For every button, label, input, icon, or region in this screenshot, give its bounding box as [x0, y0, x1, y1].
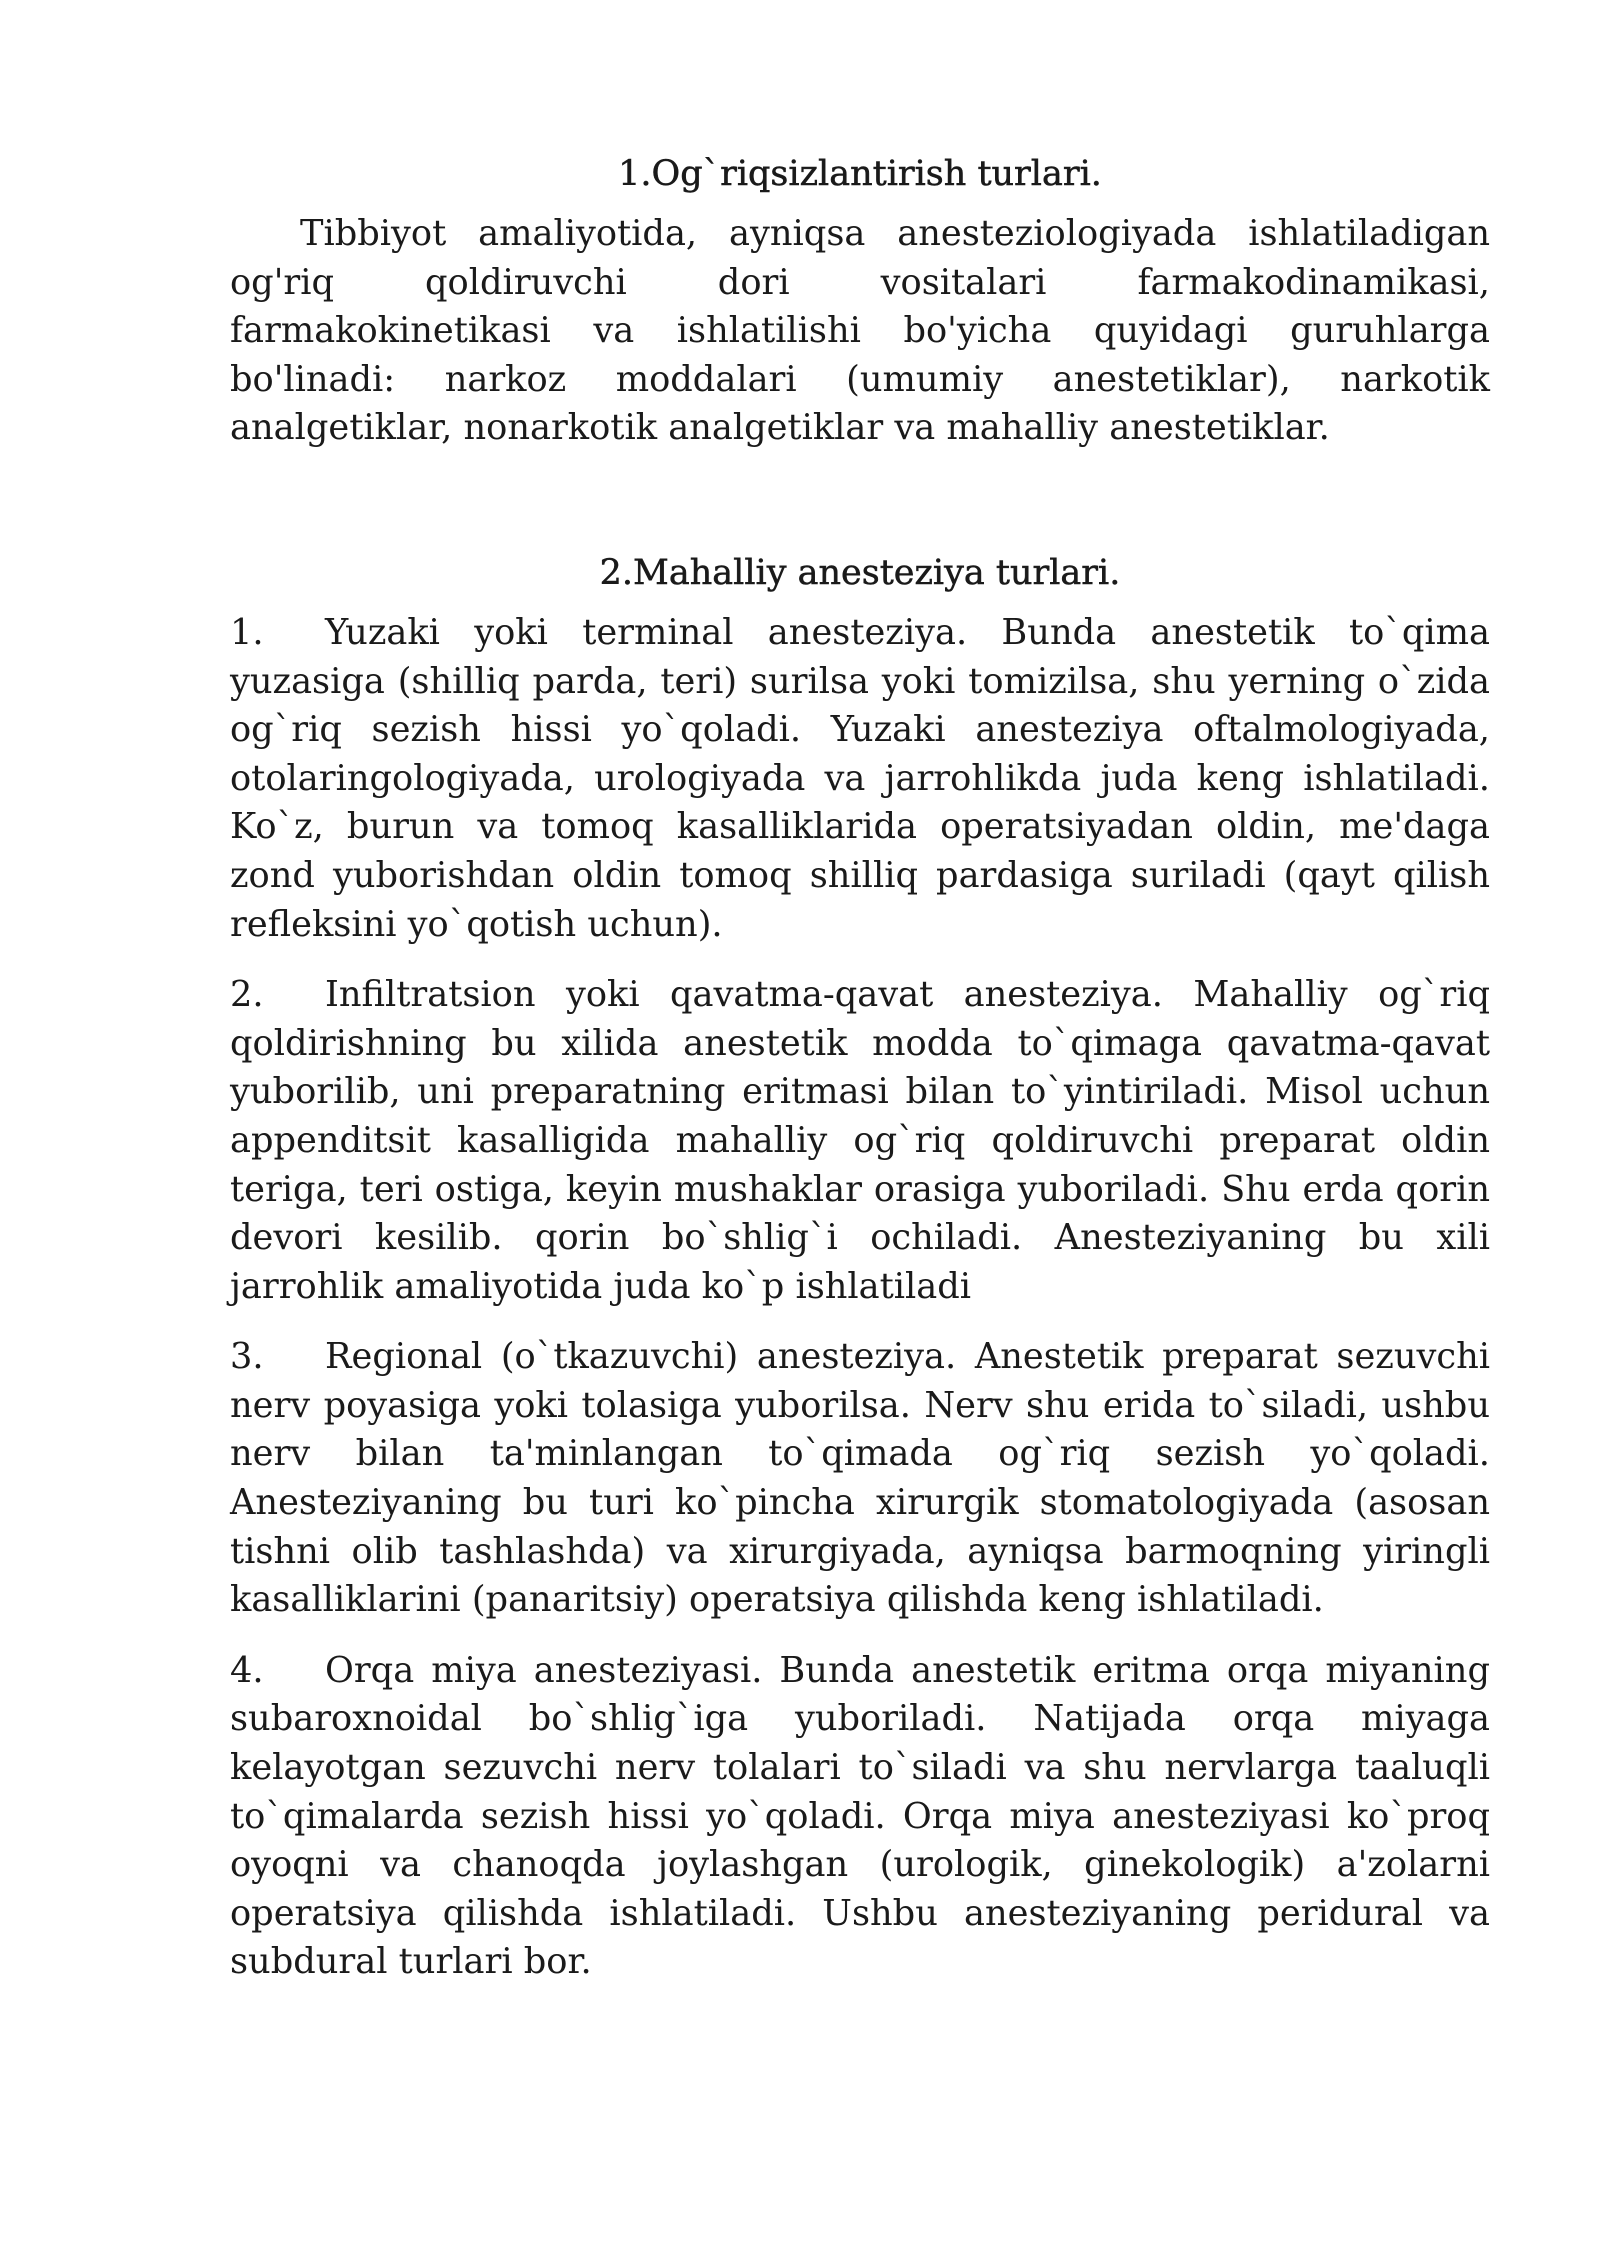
list-item-text: Regional (o`tkazuvchi) anesteziya. Anestetik preparat sezuvchi nerv poyasiga yoki tolasiga yuborilsa. Nerv shu erida to`siladi, ushbu nerv bilan ta'minlangan to`qimada og`riq sezish yo`qoladi. Anesteziyaning bu turi ko`pincha xirurgik stomatologiyada (asosan tishni olib tashlashda) va xirurgiyada, ayniqsa barmoqning yiringli kasalliklarini (panaritsiy) operatsiya qilishda keng ishlatiladi. — [230, 1336, 1490, 1621]
section-1-title: 1.Og`riqsizlantirish turlari. — [618, 154, 1102, 194]
list-item — [230, 971, 1490, 1311]
document-page — [230, 150, 1490, 2009]
list-item — [230, 1333, 1490, 1625]
section-2-title: 2.Mahalliy anesteziya turlari. — [599, 552, 1121, 593]
list-item — [230, 609, 1490, 949]
section-1-paragraph: Tibbiyot amaliyotida, ayniqsa anesteziologiyada ishlatiladigan og'riq qoldiruvchi dori vositalari farmakodinamikasi, farmakokinetikasi va ishlatilishi bo'yicha quyidagi guruhlarga bo'linadi: narkoz moddalari (umumiy anestetiklar), narkotik analgetiklar, nonarkotik analgetiklar va mahalliy anestetiklar. — [230, 213, 1490, 449]
list-item — [230, 1647, 1490, 1987]
list-item-text: Yuzaki yoki terminal anesteziya. Bunda anestetik to`qima yuzasiga (shilliq parda, teri) surilsa yoki tomizilsa, shu yerning o`zida og`riq sezish hissi yo`qoladi. Yuzaki anesteziya oftalmologiyada, otolaringologiyada, urologiyada va jarrohlikda juda keng ishlatiladi. Ko`z, burun va tomoq kasalliklarida operatsiyadan oldin, me'daga zond yuborishdan oldin tomoq shilliq pardasiga suriladi (qayt qilish refleksini yo`qotish uchun). — [230, 611, 1490, 945]
list-item-number: 2. — [230, 974, 264, 1016]
list-item-number: 3. — [230, 1336, 264, 1378]
list-item-text: Infiltratsion yoki qavatma-qavat anesteziya. Mahalliy og`riq qoldirishning bu xilida anestetik modda to`qimaga qavatma-qavat yuborilib, uni preparatning eritmasi bilan to`yintiriladi. Misol uchun appenditsit kasalligida mahalliy og`riq qoldiruvchi preparat oldin teriga, teri ostiga, keyin mushaklar orasiga yuboriladi. Shu erda qorin devori kesilib. qorin bo`shlig`i ochiladi. Anesteziyaning bu xili jarrohlik amaliyotida juda ko`p ishlatiladi — [230, 974, 1490, 1307]
list-item-number: 1. — [230, 611, 264, 653]
list-item-number: 4. — [230, 1649, 264, 1691]
list-item-text: Orqa miya anesteziyasi. Bunda anestetik eritma orqa miyaning subaroxnoidal bo`shlig`iga yuboriladi. Natijada orqa miyaga kelayotgan sezuvchi nerv tolalari to`siladi va shu nervlarga taaluqli to`qimalarda sezish hissi yo`qoladi. Orqa miya anesteziyasi ko`proq oyoqni va chanoqda joylashgan (urologik, ginekologik) a'zolarni operatsiya qilishda ishlatiladi. Ushbu anesteziyaning peridural va subdural turlari bor. — [230, 1649, 1490, 1983]
